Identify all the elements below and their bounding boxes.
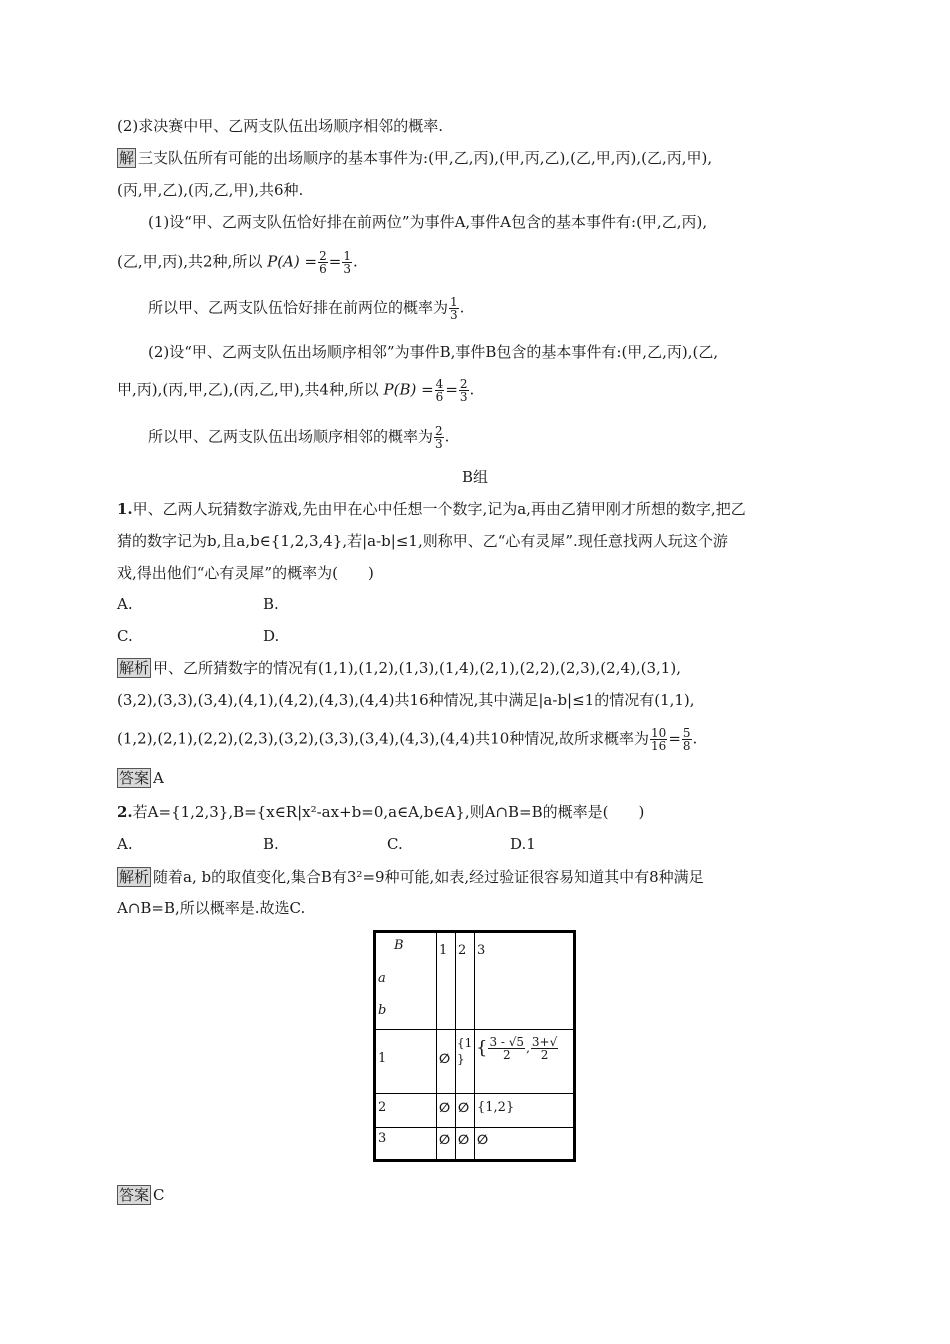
q2-answer <box>117 1184 840 1206</box>
part1-line-2: (乙,甲,丙),共2种,所以 P(A) = $\frac{2}{6}$ = $\frac{1}{3}$ . <box>117 249 358 276</box>
part1-text: (乙,甲,丙),共2种,所以 <box>117 252 263 271</box>
frac-den: 8 <box>682 739 691 753</box>
frac-den: 3 <box>459 390 468 404</box>
subquestion-2: (2)求决赛中甲、乙两支队伍出场顺序相邻的概率. <box>117 117 444 135</box>
q2-number: 2. <box>117 803 133 821</box>
frac-num: 10 <box>651 726 667 740</box>
table-divider <box>436 933 437 1159</box>
table-divider <box>455 933 456 1159</box>
frac-num: 2 <box>435 424 443 438</box>
q2-line-1 <box>117 801 840 823</box>
col-header-3: 3 <box>477 943 486 958</box>
table-divider <box>474 933 475 1159</box>
answer-tag-2: 答案 <box>119 1186 150 1204</box>
fraction-3-minus-root5: $\frac{3 - √5}{2}$ <box>489 1036 525 1061</box>
q1-option-d: D. <box>263 627 280 645</box>
frac-num: 5 <box>682 726 691 740</box>
q1-line-2: 猜的数字记为b,且a,b∈{1,2,3,4},若|a-b|≤1,则称甲、乙“心有灵犀”.现任意找两人玩这个游 <box>117 532 728 550</box>
solution-text: 三支队伍所有可能的出场顺序的基本事件为:(甲,乙,丙),(甲,丙,乙),(乙,甲,丙),(乙,丙,甲), <box>138 149 713 167</box>
fraction-2-3 <box>459 378 469 403</box>
row-header-3: 3 <box>378 1131 387 1146</box>
q1-option-a: A. <box>117 595 133 613</box>
solution-line-2: (丙,甲,乙),(丙,乙,甲),共6种. <box>117 181 304 199</box>
frac-num: 2 <box>459 377 468 391</box>
q1-option-b: B. <box>263 595 279 613</box>
header-B: B <box>394 938 404 953</box>
q1-answer <box>117 767 840 789</box>
prob-PB: P(B) <box>383 380 417 399</box>
group-title: B组 <box>461 468 489 486</box>
fraction-1-3 <box>342 250 352 275</box>
answer-value-2: C <box>153 1186 165 1204</box>
empty-set-cell: ∅ <box>439 1052 451 1067</box>
solution-tag: 解 <box>119 149 135 167</box>
q1-line-1 <box>117 498 840 520</box>
frac-den: 6 <box>319 262 327 276</box>
q2-option-c: C. <box>387 835 403 853</box>
fraction-2-6 <box>318 250 328 275</box>
col-header-2: 2 <box>458 943 467 958</box>
q1-option-c: C. <box>117 627 133 645</box>
analysis-text-q2: 随着a, b的取值变化,集合B有3²=9种可能,如表,经过验证很容易知道其中有8种满足 <box>153 868 704 886</box>
fraction-5-8 <box>682 727 692 752</box>
frac-den: 6 <box>435 390 444 404</box>
part2-line-1: (2)设“甲、乙两支队伍出场顺序相邻”为事件B,事件B包含的基本事件有:(甲,乙,丙),(乙, <box>148 343 719 361</box>
empty-set-cell: ∅ <box>458 1101 470 1116</box>
fraction-3-plus-root5: $\frac{3+√}{2}$ <box>531 1036 558 1061</box>
fraction-4-6 <box>435 378 445 403</box>
frac-den: 16 <box>651 739 667 753</box>
frac-den: 3 <box>450 308 458 322</box>
part2-conclusion: 所以甲、乙两支队伍出场顺序相邻的概率为 $\frac{2}{3}$ . <box>148 424 450 451</box>
prob-PA: P(A) <box>267 252 300 271</box>
col-header-1: 1 <box>439 943 448 958</box>
frac-num: 1 <box>343 249 351 263</box>
part1-conclusion: 所以甲、乙两支队伍恰好排在前两位的概率为 $\frac{1}{3}$ . <box>148 295 465 322</box>
fraction-1-3-b <box>449 296 459 321</box>
empty-set-cell: ∅ <box>439 1101 451 1116</box>
q2-option-d: D.1 <box>510 835 536 853</box>
part1-conclusion-text: 所以甲、乙两支队伍恰好排在前两位的概率为 <box>148 298 449 317</box>
part2-text: 甲,丙),(丙,甲,乙),(丙,乙,甲),共4种,所以 <box>117 380 379 399</box>
analysis-text-3: (1,2),(2,1),(2,2),(2,3),(3,2),(3,3),(3,4),(4,3),(4,4)共10种情况,故所求概率为 <box>117 729 650 748</box>
q1-analysis-line-1 <box>117 657 840 679</box>
q2-text: 若A={1,2,3},B={x∈R|x²-ax+b=0,a∈A,b∈A},则A∩B=B的概率是( ) <box>132 803 645 821</box>
answer-value: A <box>153 769 164 787</box>
analysis-tag-2: 解析 <box>119 868 150 886</box>
q2-analysis-line-2: A∩B=B,所以概率是.故选C. <box>117 899 306 917</box>
empty-set-cell: ∅ <box>439 1133 451 1148</box>
table-divider <box>376 1127 573 1128</box>
analysis-text: 甲、乙所猜数字的情况有(1,1),(1,2),(1,3),(1,4),(2,1),(2,2),(2,3),(2,4),(3,1), <box>153 659 681 677</box>
row-header-1: 1 <box>378 1051 387 1066</box>
cell-r1c2: {1 } <box>457 1036 473 1066</box>
header-b: b <box>378 1003 387 1018</box>
row-header-2: 2 <box>378 1100 387 1115</box>
analysis-tag: 解析 <box>119 659 150 677</box>
part2-line-2: 甲,丙),(丙,甲,乙),(丙,乙,甲),共4种,所以 P(B) = $\frac{4}{6}$ = $\frac{2}{3}$ . <box>117 377 475 404</box>
set-table <box>373 930 576 1162</box>
fraction-2-3-b <box>434 425 444 450</box>
frac-den: 3 <box>343 262 351 276</box>
header-a: a <box>378 971 386 986</box>
frac-den: 3 <box>435 437 443 451</box>
q2-analysis-line-1 <box>117 866 840 888</box>
fraction-10-16 <box>650 727 667 752</box>
part1-line-1: (1)设“甲、乙两支队伍恰好排在前两位”为事件A,事件A包含的基本事件有:(甲,乙,丙), <box>148 213 708 231</box>
q1-analysis-line-2: (3,2),(3,3),(3,4),(4,1),(4,2),(4,3),(4,4)共16种情况,其中满足|a-b|≤1的情况有(1,1), <box>117 691 695 709</box>
frac-num: 2 <box>319 249 327 263</box>
q2-option-b: B. <box>263 835 279 853</box>
cell-r2c3: {1,2} <box>477 1100 515 1115</box>
cell-r1c3: { $\frac{3 - √5}{2}$ , $\frac{3+√}{2}$ <box>476 1036 558 1061</box>
table-divider <box>376 1093 573 1094</box>
solution-line-1 <box>117 147 840 169</box>
q1-analysis-line-3: (1,2),(2,1),(2,2),(2,3),(3,2),(3,3),(3,4),(4,3),(4,4)共10种情况,故所求概率为 $\frac{10}{16}$ = $\frac{5}{8}$ . <box>117 726 698 753</box>
frac-num: 1 <box>450 295 458 309</box>
empty-set-cell: ∅ <box>477 1133 489 1148</box>
part2-conclusion-text: 所以甲、乙两支队伍出场顺序相邻的概率为 <box>148 427 434 446</box>
table-divider <box>376 1029 573 1030</box>
frac-num: 4 <box>435 377 444 391</box>
q1-number: 1. <box>117 500 133 518</box>
answer-tag: 答案 <box>119 769 150 787</box>
q1-text: 甲、乙两人玩猜数字游戏,先由甲在心中任想一个数字,记为a,再由乙猜甲刚才所想的数字,把乙 <box>132 500 746 518</box>
q2-option-a: A. <box>117 835 133 853</box>
q1-line-3: 戏,得出他们“心有灵犀”的概率为( ) <box>117 564 374 582</box>
empty-set-cell: ∅ <box>458 1133 470 1148</box>
